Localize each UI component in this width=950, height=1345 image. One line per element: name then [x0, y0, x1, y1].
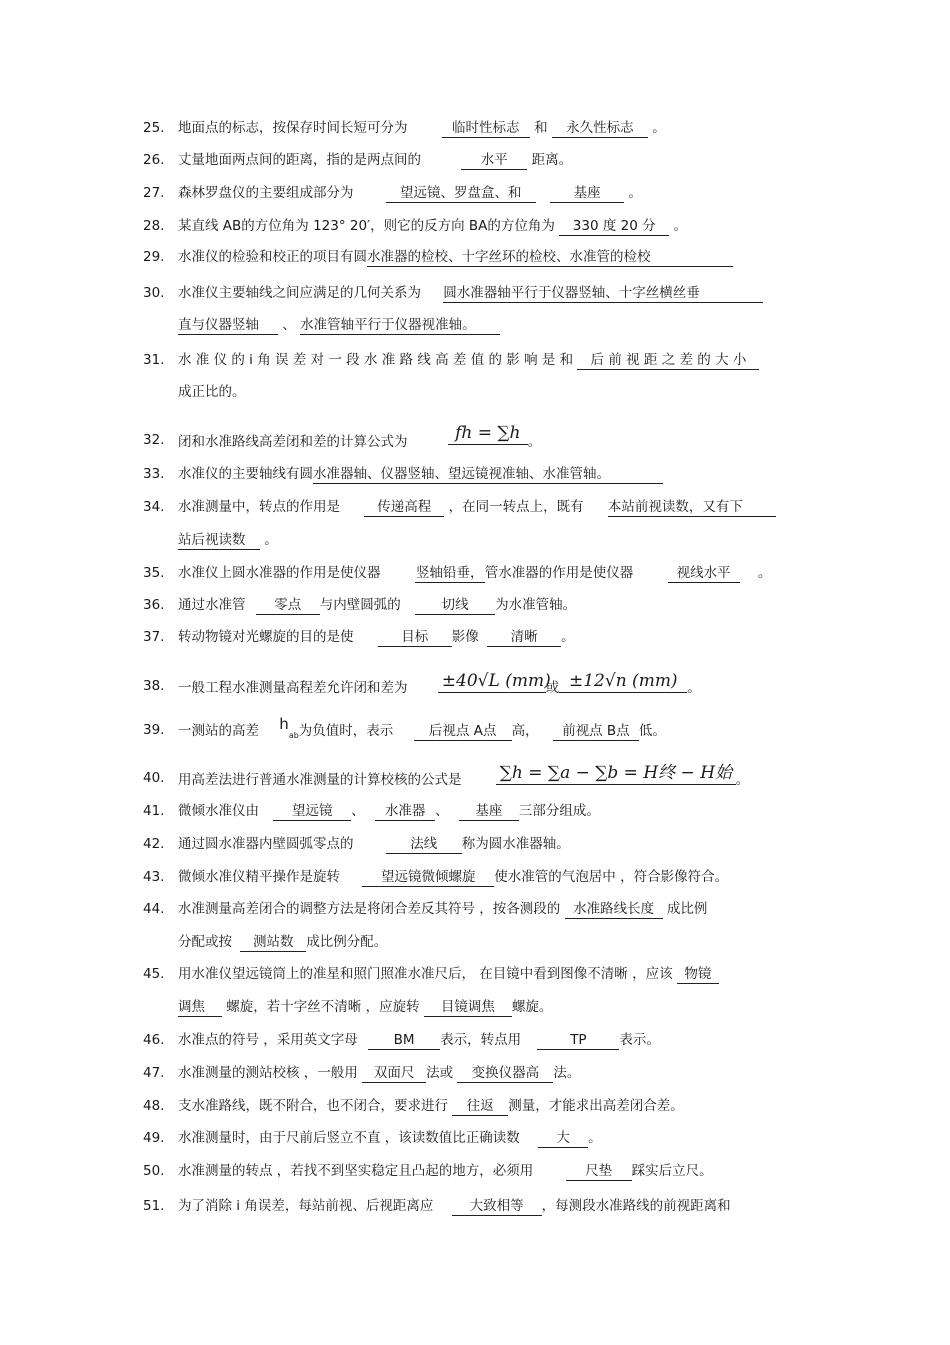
answer-blank: 调焦 [178, 998, 222, 1017]
answer-blank: 临时性标志 [442, 119, 530, 138]
question-number: 46. [143, 1032, 165, 1048]
answer-blank: 竖轴铅垂， [416, 565, 484, 581]
question-number: 34. [143, 499, 165, 515]
question-text: 用高差法进行普通水准测量的计算校核的公式是 ∑h = ∑a − ∑b = H终 − H始 。 [178, 763, 750, 788]
answer-blank: 后视点 A点 [414, 722, 512, 741]
answer-blank: 330 度 20 分 [559, 217, 669, 236]
question-text: 闭和水准路线高差闭和差的计算公式为 fh = ∑h 。 [178, 423, 542, 450]
question-text: 为了消除 i 角误差，每站前视、后视距离应 大致相等 ，每测段水准路线的前视距离和 [178, 1198, 731, 1214]
answer-blank: 法线 [386, 835, 462, 854]
answer-blank: 零点 [256, 596, 320, 615]
question-number: 45. [143, 966, 165, 982]
answer-blank: 基座 [550, 184, 624, 203]
answer-blank: 水平 [461, 151, 527, 170]
answer-blank: 物镜 [677, 965, 719, 984]
question-number: 48. [143, 1098, 165, 1114]
question-number: 33. [143, 466, 165, 482]
question-text: 丈量地面两点间的距离，指的是两点间的 水平 距离。 [178, 152, 573, 168]
question-text: 通过圆水准器内壁圆弧零点的 法线 称为圆水准器轴。 [178, 836, 570, 852]
question-text: 微倾水准仪精平操作是旋转 望远镜微倾螺旋 使水准管的气泡居中 ，符合影像符合。 [178, 869, 729, 885]
question-number: 50. [143, 1163, 165, 1179]
answer-blank: 水准器 [375, 802, 435, 821]
answer-blank: TP [537, 1031, 619, 1050]
question-text: 一测站的高差 $h_{ab}$为负值时，表示 后视点 A点 高， 前视点 B点 低。 [178, 715, 666, 740]
question-number: 38. [143, 678, 165, 694]
formula: ±40√L (mm) [438, 670, 546, 693]
question-text: 水准仪上圆水准器的作用是使仪器 竖轴铅垂，管水准器的作用是使仪器 视线水平 。 [178, 565, 772, 581]
question-text: 用水准仪望远镜筒上的准星和照门照准水准尺后， 在目镜中看到图像不清晰 ，应该 物镜 [178, 964, 719, 984]
answer-blank: 望远镜微倾螺旋 [362, 868, 494, 887]
answer-blank: 大致相等 [452, 1197, 542, 1216]
question-number: 51. [143, 1198, 165, 1214]
answer-blank: 测站数 [240, 933, 306, 952]
question-text: 某直线 AB的方位角为 123° 20′，则它的反方向 BA的方位角为 330 度 20 分 。 [178, 218, 688, 234]
formula: ∑h = ∑a − ∑b = H终 − H始 [496, 762, 736, 785]
question-number: 37. [143, 629, 165, 645]
answer-blank: 基座 [459, 802, 519, 821]
answer-blank: 变换仪器高 [457, 1064, 553, 1083]
question-text: 通过水准管 零点 与内壁圆弧的 切线 为水准管轴。 [178, 597, 577, 613]
answer-blank: 双面尺 [362, 1064, 426, 1083]
question-text: 水准仪的主要轴线有圆水准器轴、仪器竖轴、望远镜视准轴、水准管轴。 [178, 464, 663, 484]
question-number: 42. [143, 836, 165, 852]
question-text: 水准测量的测站校核 ，一般用 双面尺 法或 变换仪器高 法。 [178, 1065, 581, 1081]
question-text: 水准仪的检验和校正的项目有圆水准器的检校、十字丝环的检校、水准管的检校 [178, 247, 733, 267]
answer-blank: BM [368, 1031, 440, 1050]
question-text: 水准测量的转点 ，若找不到坚实稳定且凸起的地方，必须用 尺垫 踩实后立尺。 [178, 1163, 713, 1179]
answer-blank: 永久性标志 [552, 119, 648, 138]
question-text: 水准测量中，转点的作用是 传递高程 ，在同一转点上，既有 本站前视读数，又有下 [178, 497, 776, 517]
question-number: 30. [143, 285, 165, 301]
answer-blank: 水准器的检校、十字丝环的检校、水准管的检校 [367, 248, 733, 267]
question-text: 分配或按 测站数 成比例分配。 [178, 934, 388, 950]
question-number: 29. [143, 249, 165, 265]
question-text: 直与仪器竖轴 、 水准管轴平行于仪器视准轴。 [178, 315, 500, 335]
question-number: 40. [143, 770, 165, 786]
answer-blank: 大 [538, 1129, 588, 1148]
answer-blank: 本站前视读数，又有下 [608, 498, 776, 517]
question-number: 35. [143, 565, 165, 581]
question-text: 支水准路线，既不附合，也不闭合，要求进行 往返 测量，才能求出高差闭合差。 [178, 1098, 684, 1114]
answer-blank: 圆水准器轴平行于仪器竖轴、十字丝横丝垂 [443, 284, 763, 303]
question-number: 28. [143, 218, 165, 234]
formula: fh = ∑h [448, 422, 528, 445]
question-number: 39. [143, 722, 165, 738]
question-text: 水准点的符号 ，采用英文字母 BM 表示，转点用 TP 表示。 [178, 1032, 660, 1048]
question-number: 31. [143, 352, 165, 368]
question-number: 47. [143, 1065, 165, 1081]
question-number: 49. [143, 1130, 165, 1146]
answer-blank: 水准管轴平行于仪器视准轴。 [300, 316, 500, 335]
answer-blank: 直与仪器竖轴 [178, 316, 278, 335]
answer-blank: 目标 [378, 628, 452, 647]
answer-blank: 尺垫 [566, 1162, 632, 1181]
answer-blank: 前视点 B点 [553, 722, 639, 741]
formula: ±12√n (mm) [559, 670, 687, 693]
question-number: 25. [143, 120, 165, 136]
answer-blank: 切线 [415, 596, 495, 615]
question-number: 43. [143, 869, 165, 885]
question-number: 41. [143, 803, 165, 819]
answer-blank: 水准器轴、仪器竖轴、望远镜视准轴、水准管轴。 [313, 465, 663, 484]
question-text: 转动物镜对光螺旋的目的是使 目标 影像 清晰 。 [178, 629, 575, 645]
answer-blank: 望远镜 [273, 802, 351, 821]
answer-blank: 后 前 视 距 之 差 的 大 小 [577, 351, 759, 370]
question-text: 森林罗盘仪的主要组成部分为 望远镜、罗盘盒、和 基座 。 [178, 185, 642, 201]
question-number: 36. [143, 597, 165, 613]
question-text: 水 准 仪 的 i 角 误 差 对 一 段 水 准 路 线 高 差 值 的 影 响 是 和 后 前 视 距 之 差 的 大 小 [178, 350, 759, 370]
answer-blank: 望远镜、罗盘盒、和 [386, 184, 536, 203]
question-number: 27. [143, 185, 165, 201]
question-text: 微倾水准仪由 望远镜 、 水准器 、 基座 三部分组成。 [178, 803, 600, 819]
answer-blank: 传递高程 [364, 498, 444, 517]
question-number: 26. [143, 152, 165, 168]
question-number: 44. [143, 901, 165, 917]
answer-blank: 站后视读数 [178, 531, 260, 550]
question-text: 水准测量时，由于尺前后竖立不直 ，该读数值比正确读数 大 。 [178, 1130, 602, 1146]
question-text: 一般工程水准测量高程差允许闭和差为 ±40√L (mm)或 ±12√n (mm) 。 [178, 671, 701, 696]
answer-blank: 视线水平 [668, 564, 740, 583]
question-text: 成正比的。 [178, 384, 246, 400]
answer-blank: 往返 [452, 1097, 508, 1116]
question-number: 32. [143, 432, 165, 448]
question-text: 调焦 螺旋，若十字丝不清晰 ，应旋转 目镜调焦 螺旋。 [178, 999, 553, 1015]
question-text: 站后视读数 。 [178, 532, 278, 548]
question-text: 水准仪主要轴线之间应满足的几何关系为 圆水准器轴平行于仪器竖轴、十字丝横丝垂 [178, 283, 763, 303]
question-text: 地面点的标志，按保存时间长短可分为 临时性标志 和 永久性标志 。 [178, 120, 666, 136]
answer-blank: 目镜调焦 [424, 998, 512, 1017]
question-text: 水准测量高差闭合的调整方法是将闭合差反其符号 ，按各测段的 水准路线长度 成比例 [178, 901, 708, 917]
answer-blank: 清晰 [487, 628, 561, 647]
answer-blank: 水准路线长度 [565, 900, 663, 919]
